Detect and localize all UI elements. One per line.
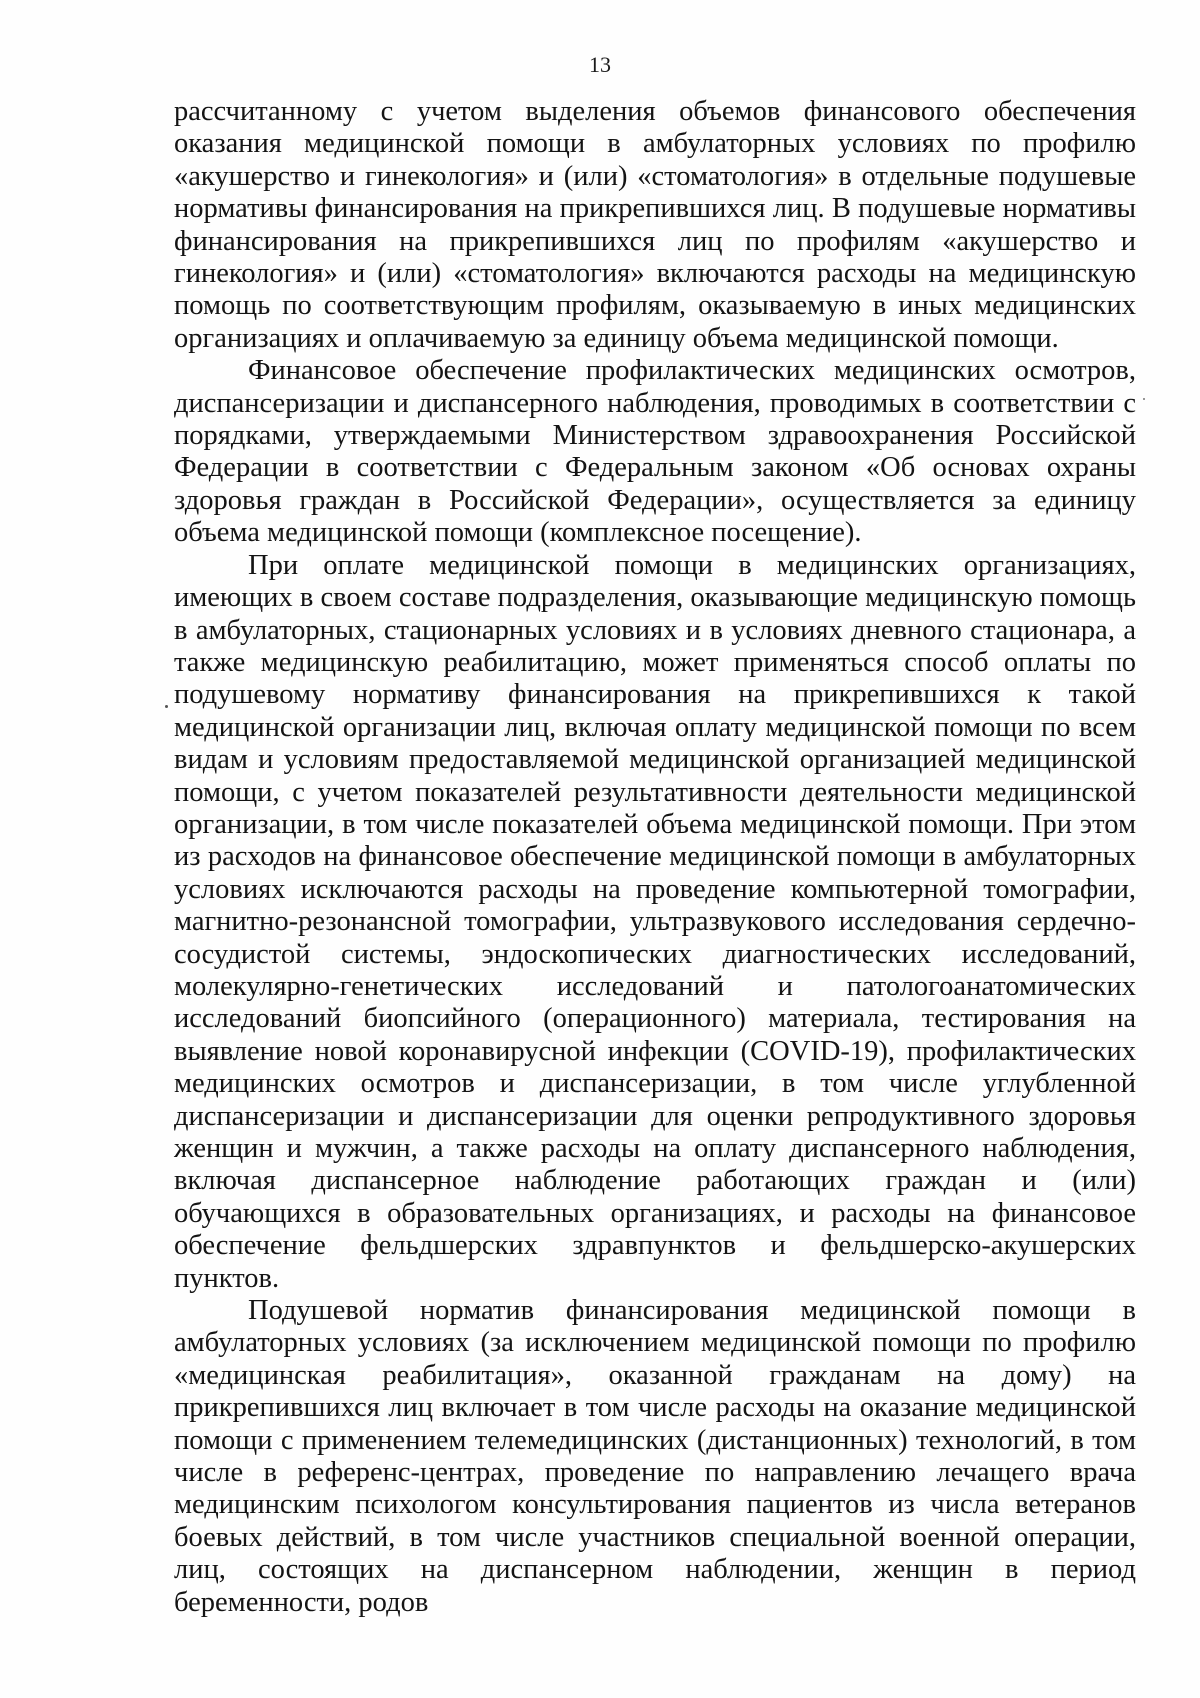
paragraph-4: Подушевой норматив финансирования медицинской помощи в амбулаторных условиях (за исключением медицинской помощи по профилю «медицинская реабилитация», оказанной гражданам на дому) на прикрепившихся лиц включает в том числе расходы на оказание медицинской помощи с применением телемедицинских (дистанционных) технологий, в том числе в референс-центрах, проведение по направлению лечащего врача медицинским психологом консультирования пациентов из числа ветеранов боевых действий, в том числе участников специальной военной операции, лиц, состоящих на диспансерном наблюдении, женщин в период беременности, родов xyxy=(174,1295,1136,1618)
paragraph-2: Финансовое обеспечение профилактических медицинских осмотров, диспансеризации и диспансерного наблюдения, проводимых в соответствии с порядками, утверждаемыми Министерством здравоохранения Российской Федерации в соответствии с Федеральным законом «Об основах охраны здоровья граждан в Российской Федерации», осуществляется за единицу объема медицинской помощи (комплексное посещение). xyxy=(174,355,1136,549)
scan-speck xyxy=(1143,398,1145,400)
paragraph-1: рассчитанному с учетом выделения объемов финансового обеспечения оказания медицинской помощи в амбулаторных условиях по профилю «акушерство и гинекология» и (или) «стоматология» в отдельные подушевые нормативы финансирования на прикрепившихся лиц. В подушевые нормативы финансирования на прикрепившихся лиц по профилям «акушерство и гинекология» и (или) «стоматология» включаются расходы на медицинскую помощь по соответствующим профилям, оказываемую в иных медицинских организациях и оплачиваемую за единицу объема медицинской помощи. xyxy=(174,96,1136,354)
scan-speck xyxy=(165,705,168,708)
page-number: 13 xyxy=(589,52,611,77)
document-body xyxy=(174,96,1136,1619)
paragraph-3: При оплате медицинской помощи в медицинских организациях, имеющих в своем составе подразделения, оказывающие медицинскую помощь в амбулаторных, стационарных условиях и в условиях дневного стационара, а также медицинскую реабилитацию, может применяться способ оплаты по подушевому нормативу финансирования на прикрепившихся к такой медицинской организации лиц, включая оплату медицинской помощи по всем видам и условиям предоставляемой медицинской организацией медицинской помощи, с учетом показателей результативности деятельности медицинской организации, в том числе показателей объема медицинской помощи. При этом из расходов на финансовое обеспечение медицинской помощи в амбулаторных условиях исключаются расходы на проведение компьютерной томографии, магнитно-резонансной томографии, ультразвукового исследования сердечно-сосудистой системы, эндоскопических диагностических исследований, молекулярно-генетических исследований и патологоанатомических исследований биопсийного (операционного) материала, тестирования на выявление новой коронавирусной инфекции (COVID-19), профилактических медицинских осмотров и диспансеризации, в том числе углубленной диспансеризации и диспансеризации для оценки репродуктивного здоровья женщин и мужчин, а также расходы на оплату диспансерного наблюдения, включая диспансерное наблюдение работающих граждан и (или) обучающихся в образовательных организациях, и расходы на финансовое обеспечение фельдшерских здравпунктов и фельдшерско-акушерских пунктов. xyxy=(174,549,1136,1294)
